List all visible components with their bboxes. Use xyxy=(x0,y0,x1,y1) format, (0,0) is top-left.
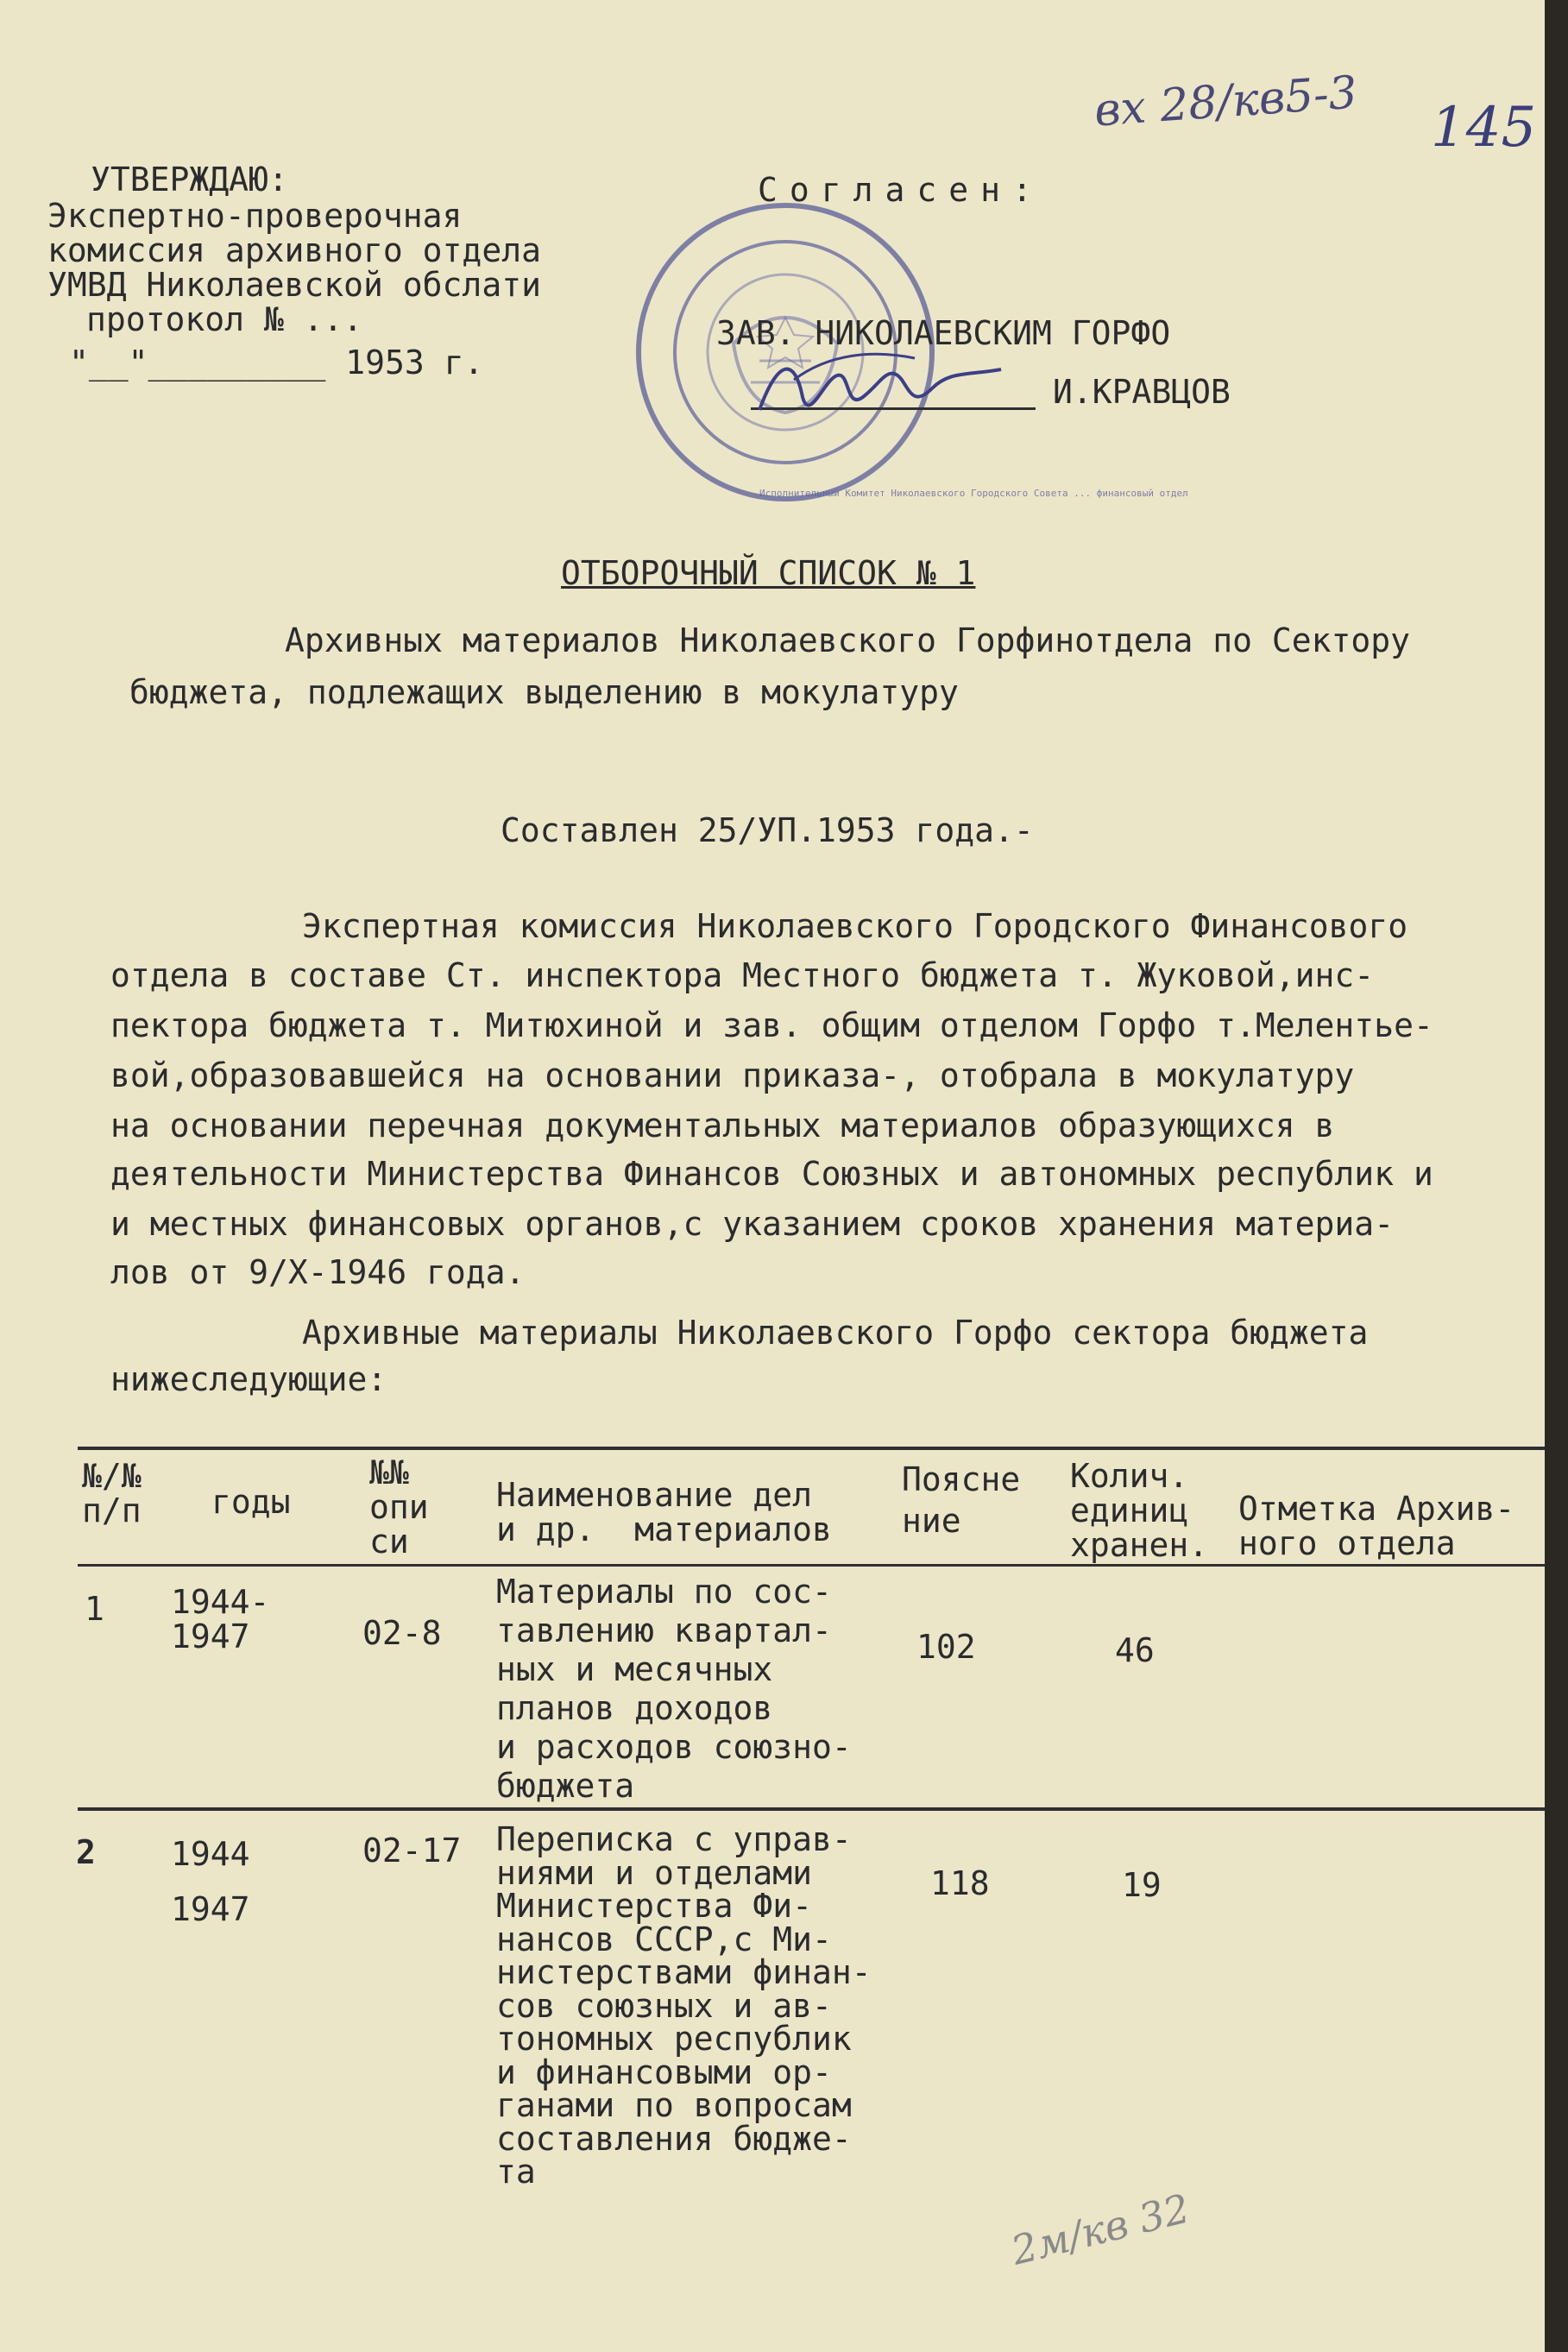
body-line-6: деятельности Министерства Финансов Союзных и автономных республик и xyxy=(110,1155,1433,1193)
agreed-title: Согласен: xyxy=(758,171,1044,209)
table-header-rule xyxy=(78,1564,1545,1567)
row-1-explanation: 102 xyxy=(916,1628,976,1666)
row-1-units: 46 xyxy=(1115,1631,1155,1669)
row-2-years: 1944 1947 xyxy=(171,1835,250,1928)
row-2-explanation: 118 xyxy=(930,1864,990,1902)
document-title: ОТБОРОЧНЫЙ СПИСОК № 1 xyxy=(561,554,976,592)
document-subtitle-line-1: Архивных материалов Николаевского Горфинотдела по Сектору xyxy=(285,621,1411,659)
agreed-name: И.КРАВЦОВ xyxy=(1053,373,1231,411)
header-explanation: Поясне ние xyxy=(902,1460,1021,1540)
body-line-2: отдела в составе Ст. инспектора Местного бюджета т. Жуковой,инс- xyxy=(110,956,1375,994)
row-2-inventory: 02-17 xyxy=(362,1832,462,1870)
intro-line-1: Архивные материалы Николаевского Горфо сектора бюджета xyxy=(302,1314,1369,1352)
header-years: годы xyxy=(211,1483,291,1521)
body-line-8: лов от 9/Х-1946 года. xyxy=(110,1253,526,1291)
row-1-inventory: 02-8 xyxy=(362,1614,442,1652)
row-2-name: Переписка с управ- ниями и отделами Министерства Фи- нансов СССР,с Ми- нистерствами финан- сов союзных и ав- тономных республик и финансовыми ор- ганами по вопросам составления бюдже- та xyxy=(496,1820,872,2191)
agreed-position: ЗАВ. НИКОЛАЕВСКИМ ГОРФО xyxy=(716,314,1171,352)
handwritten-page-number: 145 xyxy=(1431,96,1537,160)
compiled-date: Составлен 25/УП.1953 года.- xyxy=(501,811,1034,849)
approval-line-3: УМВД Николаевской обслати xyxy=(47,266,541,304)
body-line-3: пектора бюджета т. Митюхиной и зав. общим отделом Горфо т.Мелентье- xyxy=(110,1006,1433,1044)
approval-line-1: Экспертно-проверочная xyxy=(47,197,463,235)
body-line-5: на основании перечная документальных материалов образующихся в xyxy=(110,1107,1335,1144)
row-1-name: Материалы по сос- тавлению квартал- ных и месячных планов доходов и расходов союзно- бюджета xyxy=(496,1573,852,1805)
handwritten-signature xyxy=(742,328,1027,440)
body-line-7: и местных финансовых органов,с указанием сроков хранения материа- xyxy=(110,1205,1395,1243)
handwritten-bottom-note: 2м/кв 32 xyxy=(1006,2185,1194,2274)
header-units: Колич. единиц хранен. xyxy=(1070,1457,1209,1564)
header-inventory: №№ опи си xyxy=(369,1453,429,1561)
table-top-rule xyxy=(78,1447,1545,1450)
header-name: Наименование дел и др. материалов xyxy=(496,1476,832,1548)
approval-title: УТВЕРЖДАЮ: xyxy=(91,161,288,199)
row-1-years: 1944- 1947 xyxy=(171,1583,270,1655)
body-line-4: вой,образовавшейся на основании приказа-, отобрала в мокулатуру xyxy=(110,1056,1355,1094)
stamp-text: Исполнительный Комитет Николаевского Городского Совета ... финансовый отдел xyxy=(759,488,1188,499)
row-1-num: 1 xyxy=(85,1590,104,1628)
approval-line-4: протокол № ... xyxy=(86,300,363,338)
table-row-rule xyxy=(78,1807,1545,1811)
approval-date-line: "__"_________ 1953 г. xyxy=(69,344,484,381)
approval-line-2: комиссия архивного отдела xyxy=(47,231,541,269)
body-line-1: Экспертная комиссия Николаевского Городского Финансового xyxy=(302,907,1408,945)
document-subtitle-line-2: бюджета, подлежащих выделению в мокулатуру xyxy=(129,673,959,711)
row-2-units: 19 xyxy=(1122,1866,1162,1904)
header-mark: Отметка Архив- ного отдела xyxy=(1238,1490,1515,1562)
intro-line-2: нижеследующие: xyxy=(110,1360,387,1398)
header-num: №/№ п/п xyxy=(82,1457,142,1529)
handwritten-registration: вх 28/кв5-3 xyxy=(1093,66,1359,137)
row-2-num: 2 xyxy=(76,1833,96,1871)
